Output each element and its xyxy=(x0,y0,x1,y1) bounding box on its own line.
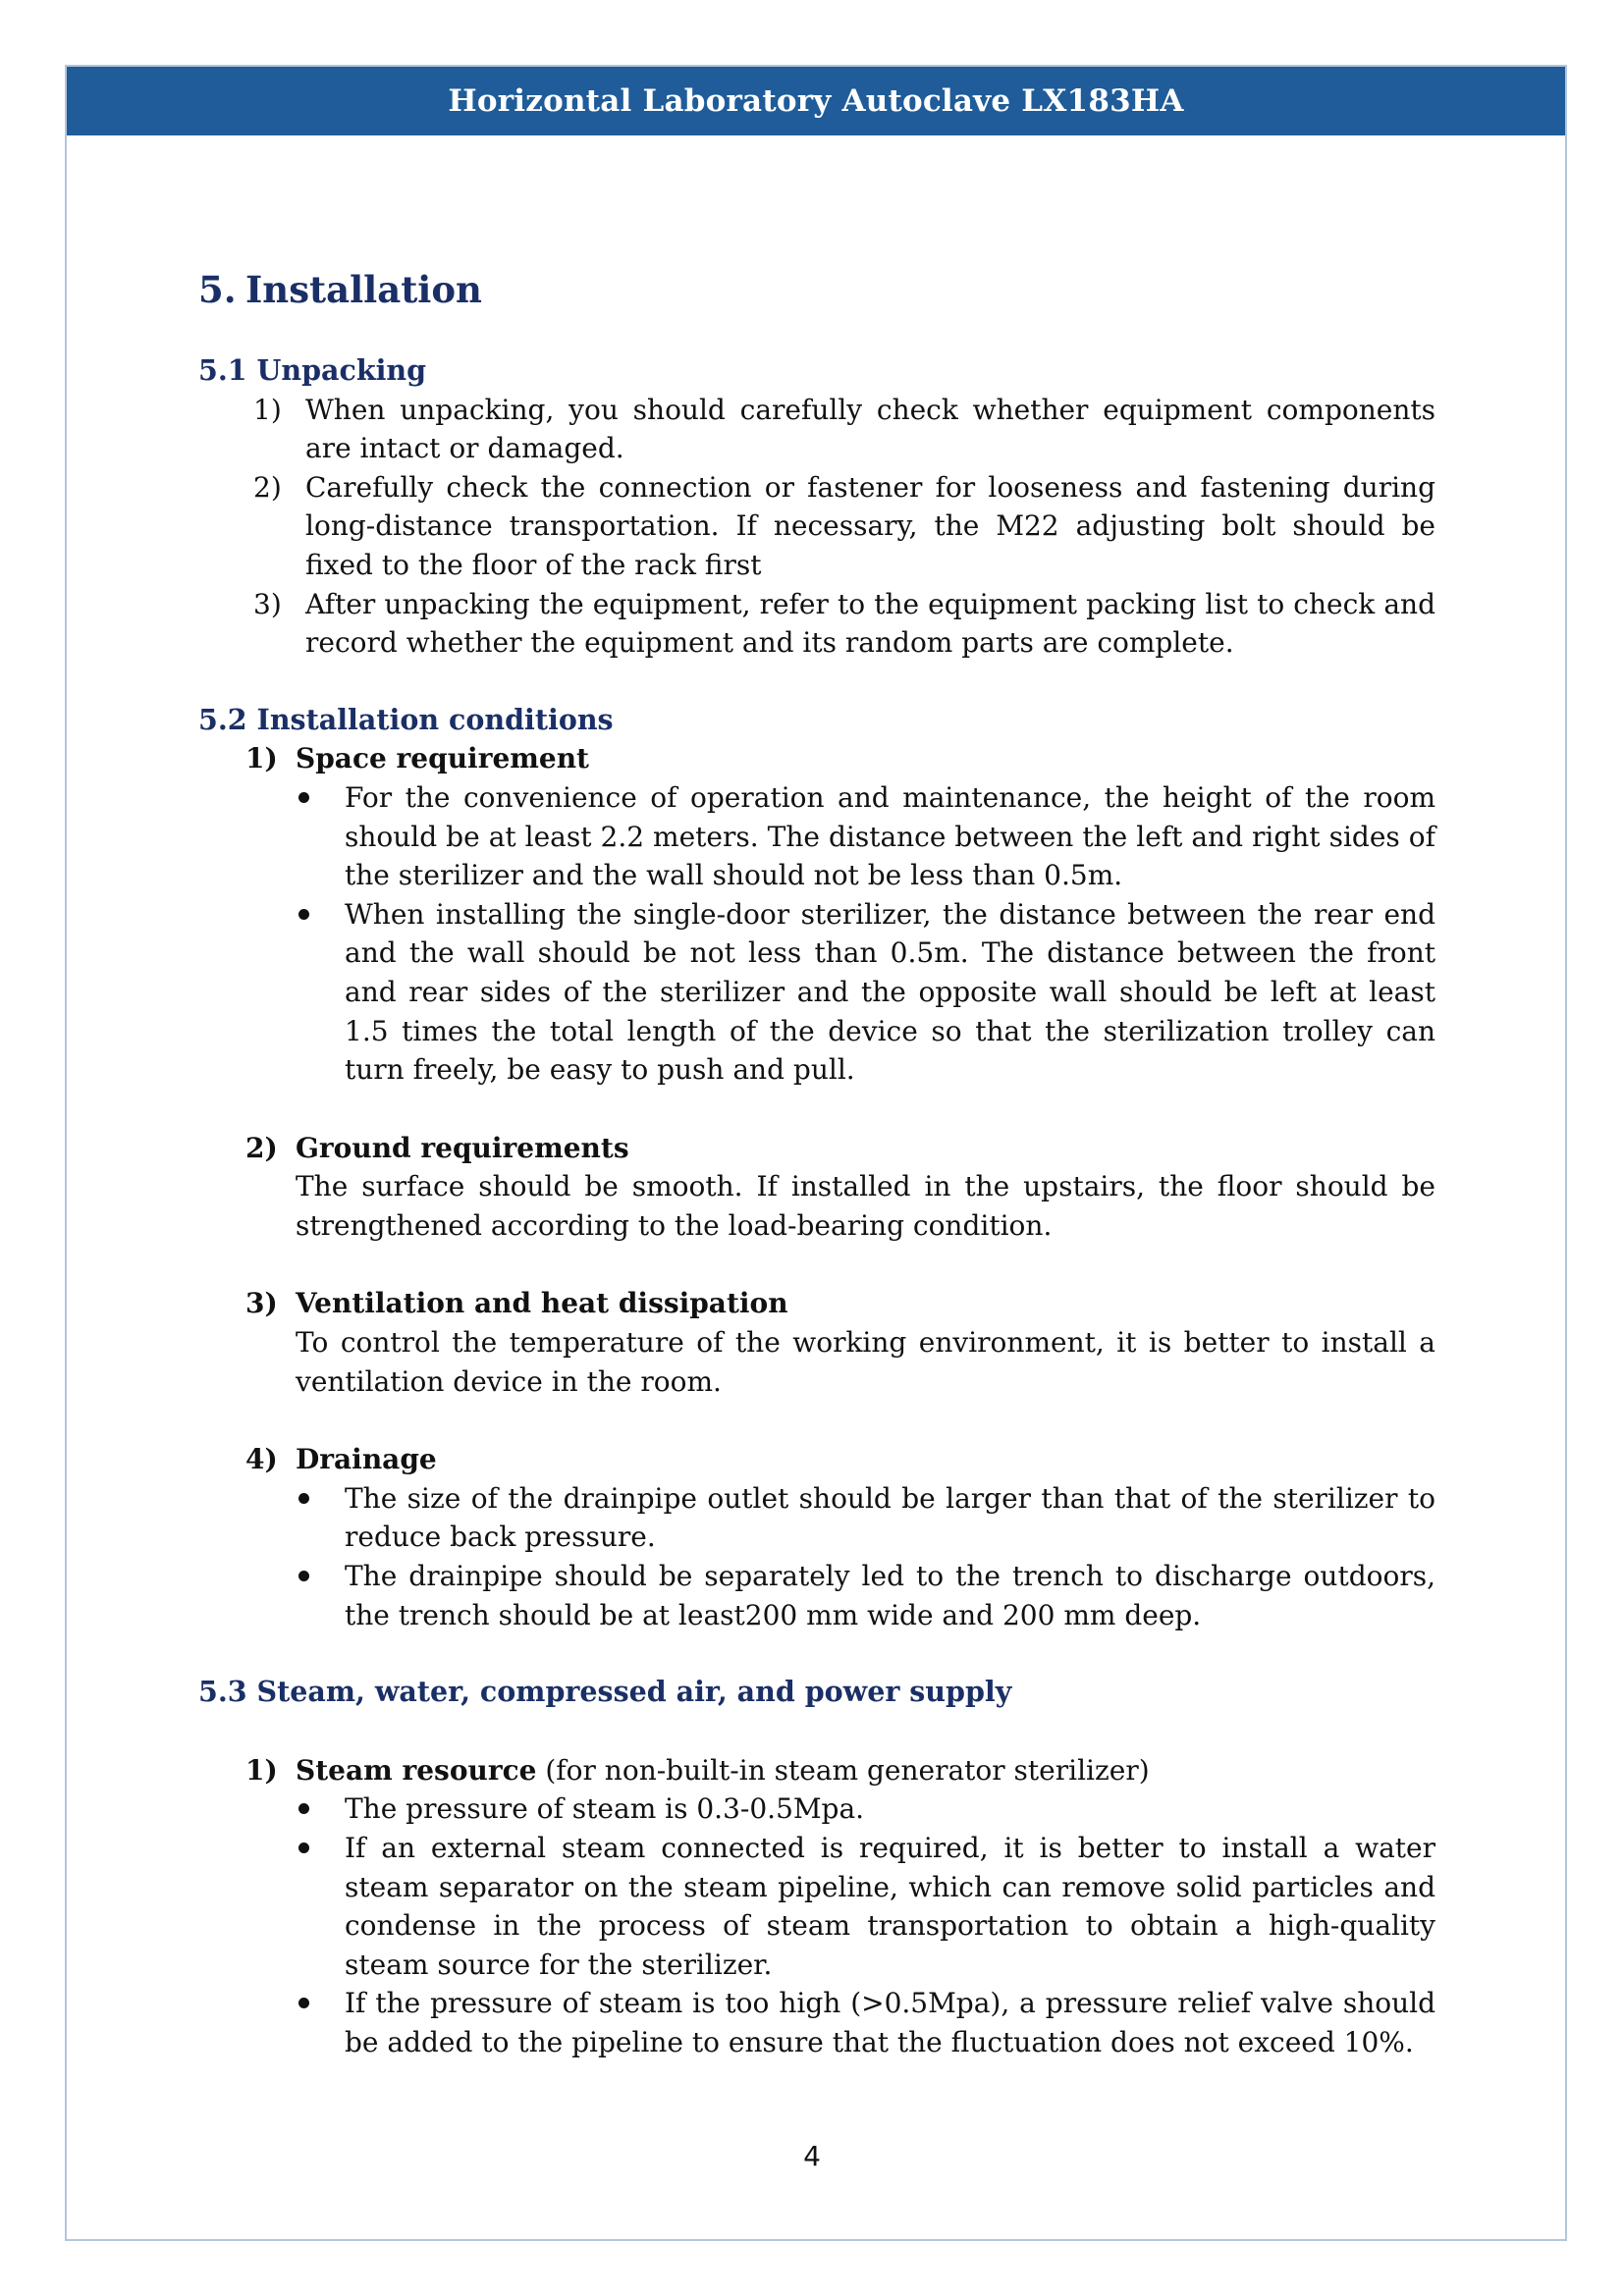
bullet-icon xyxy=(298,1571,309,1581)
space-bullets xyxy=(296,778,1435,1090)
item-number: 2) xyxy=(245,1131,278,1164)
bullet-text: For the convenience of operation and maintenance, the height of the room should be at least 2.2 meters. The distance between the left and right sides of the sterilizer and the wall should not be less than 0.5m. xyxy=(345,780,1435,892)
bullet-icon xyxy=(298,1842,309,1853)
header-bar xyxy=(67,67,1565,135)
list-number: 3) xyxy=(253,587,282,620)
bullet-text: The size of the drainpipe outlet should be larger than that of the sterilizer to reduce back pressure. xyxy=(345,1481,1435,1554)
item-title: Drainage xyxy=(296,1443,437,1476)
section-number: 5. xyxy=(198,268,237,311)
list-text: Carefully check the connection or fastener for looseness and fastening during long-distance transportation. If necessary, the M22 adjusting bolt should be fixed to the floor of the rack first xyxy=(305,470,1435,581)
bullet-text: When installing the single-door sterilizer, the distance between the rear end and the wall should be not less than 0.5m. The distance between the front and rear sides of the sterilizer and the opposite wall should be left at least 1.5 times the total length of the device so that the sterilization trolley can turn freely, be easy to push and pull. xyxy=(345,897,1435,1087)
steam-resource-heading xyxy=(245,1751,1435,1790)
bullet-icon xyxy=(298,909,309,920)
list-item xyxy=(198,468,1435,585)
list-text: After unpacking the equipment, refer to the equipment packing list to check and record whether the equipment and its random parts are complete. xyxy=(305,587,1435,660)
page-number: 4 xyxy=(803,2140,821,2172)
bullet-icon xyxy=(298,1998,309,2008)
ventilation xyxy=(198,1284,1435,1401)
item-number: 3) xyxy=(245,1287,278,1320)
bullet-text: The pressure of steam is 0.3-0.5Mpa. xyxy=(345,1792,865,1826)
bullet-text: The drainpipe should be separately led to the trench to discharge outdoors, the trench should be at least200 mm wide and 200 mm deep. xyxy=(345,1560,1435,1631)
item-number: 1) xyxy=(245,1753,278,1787)
list-item xyxy=(198,585,1435,663)
subsection-heading-supply: 5.3 Steam, water, compressed air, and power supply xyxy=(198,1675,1012,1709)
bullet-item xyxy=(296,1984,1435,2061)
list-number: 2) xyxy=(253,470,282,504)
bullet-icon xyxy=(298,792,309,803)
section-title: Installation xyxy=(245,268,482,311)
list-number: 1) xyxy=(253,393,282,426)
steam-bullets xyxy=(296,1789,1435,2061)
bullet-item xyxy=(296,1789,1435,1829)
item-number: 4) xyxy=(245,1443,278,1476)
ground-text: The surface should be smooth. If installed in the upstairs, the floor should be strengthened according to the load-bearing condition. xyxy=(296,1170,1435,1242)
bullet-item xyxy=(296,1557,1435,1634)
item-title: Ventilation and heat dissipation xyxy=(296,1287,788,1320)
subsection-heading-conditions: 5.2 Installation conditions xyxy=(198,702,614,736)
ventilation-heading xyxy=(245,1284,1435,1323)
item-title: Space requirement xyxy=(296,742,589,775)
bullet-text: If an external steam connected is required, it is better to install a water steam separator on the steam pipeline, which can remove solid particles and condense in the process of steam transportation to obtain a high-quality steam source for the sterilizer. xyxy=(345,1832,1435,1981)
item-number: 1) xyxy=(245,742,278,775)
subsection-heading-unpacking: 5.1 Unpacking xyxy=(198,353,427,387)
document-title: Horizontal Laboratory Autoclave LX183HA xyxy=(448,83,1184,119)
list-text: When unpacking, you should carefully check whether equipment components are intact or damaged. xyxy=(305,393,1435,465)
bullet-text: If the pressure of steam is too high (>0.5Mpa), a pressure relief valve should be added to the pipeline to ensure that the fluctuation does not exceed 10%. xyxy=(345,1987,1435,2058)
ventilation-text: To control the temperature of the working environment, it is better to install a ventilation device in the room. xyxy=(296,1326,1435,1398)
bullet-item xyxy=(296,1829,1435,1984)
ground-requirements xyxy=(198,1129,1435,1246)
steam-resource xyxy=(198,1751,1435,2062)
bullet-item xyxy=(296,895,1435,1090)
drainage-bullets xyxy=(296,1479,1435,1634)
item-title: Steam resource xyxy=(296,1753,537,1787)
bullet-icon xyxy=(298,1803,309,1814)
item-note: (for non-built-in steam generator sterilizer) xyxy=(536,1753,1150,1787)
drainage-heading xyxy=(245,1440,1435,1479)
ground-requirements-heading xyxy=(245,1129,1435,1168)
section-heading xyxy=(198,265,1435,314)
unpacking-list xyxy=(198,391,1435,663)
list-item xyxy=(198,391,1435,468)
drainage xyxy=(198,1440,1435,1634)
bullet-item xyxy=(296,778,1435,895)
space-requirement xyxy=(198,739,1435,1089)
bullet-item xyxy=(296,1479,1435,1557)
page-content xyxy=(198,265,1435,2062)
space-requirement-heading xyxy=(245,739,1435,778)
bullet-icon xyxy=(298,1493,309,1504)
item-title: Ground requirements xyxy=(296,1131,629,1164)
